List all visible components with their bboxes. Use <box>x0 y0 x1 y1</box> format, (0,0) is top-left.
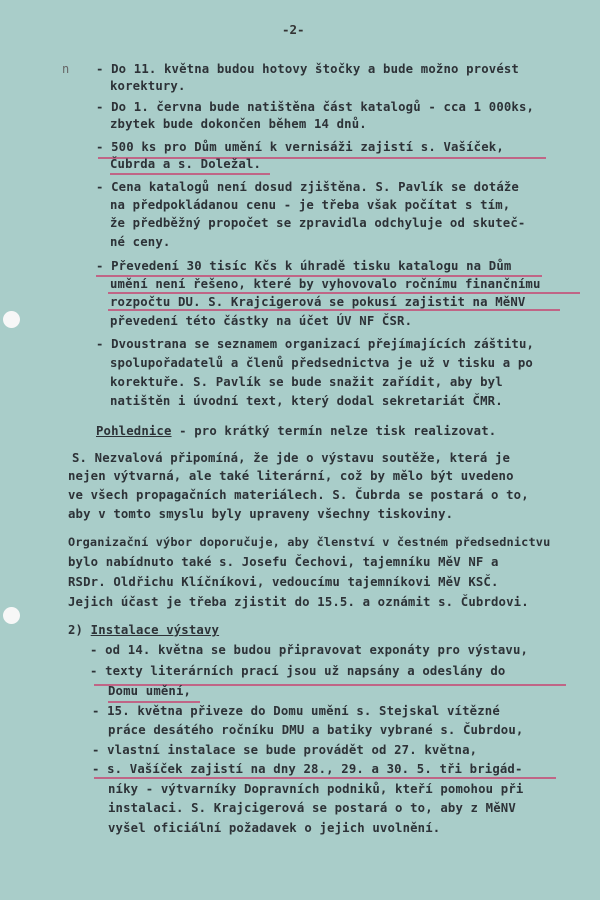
pink-underline <box>108 309 560 311</box>
pink-underline <box>94 777 556 779</box>
text-line: - Převedení 30 tisíc Kčs k úhradě tisku katalogu na Dům <box>96 259 512 273</box>
text-line: korektuře. S. Pavlík se bude snažit zařídit, aby byl <box>110 375 503 389</box>
section-title: Instalace výstavy <box>90 623 220 637</box>
text-line: - Do 1. června bude natištěna část katalogů - cca 1 000ks, <box>96 100 535 114</box>
section-heading-line <box>68 623 219 637</box>
text-line: níky - výtvarníky Dopravních podniků, kteří pomohou při <box>108 782 524 796</box>
postcard-heading-line <box>96 424 496 438</box>
pink-underline <box>108 701 200 703</box>
text-line: na předpokládanou cenu - je třeba však počítat s tím, <box>110 198 511 212</box>
text-line: nejen výtvarná, ale také literární, což by mělo být uvedeno <box>68 469 514 483</box>
text-line: natištěn i úvodní text, který dodal sekretariát ČMR. <box>110 394 503 408</box>
text-line: převedení této částky na účet ÚV NF ČSR. <box>110 314 413 328</box>
text-line: - 500 ks pro Dům umění k vernisáži zajistí s. Vašíček, <box>96 140 504 154</box>
text-line: Domu umění, <box>108 684 192 698</box>
margin-mark: n <box>62 62 70 76</box>
text-line: rozpočtu DU. S. Krajcigerová se pokusí zajistit na MěNV <box>110 295 526 309</box>
text-line: korektury. <box>110 79 186 93</box>
text-line: vyšel oficiální požadavek o jejich uvolnění. <box>108 821 441 835</box>
text-line: - od 14. května se budou připravovat exponáty pro výstavu, <box>90 643 529 657</box>
text-line: RSDr. Oldřichu Klíčníkovi, vedoucímu tajemníkovi MěV KSČ. <box>68 575 499 589</box>
text-line: Čubrda a s. Doležal. <box>110 157 262 171</box>
postcard-text: - pro krátký termín nelze tisk realizovat. <box>171 424 497 438</box>
page-number: -2- <box>282 22 305 37</box>
text-line: - 15. května přiveze do Domu umění s. Stejskal vítězné <box>92 704 500 718</box>
text-line: umění není řešeno, které by vyhovovalo ročnímu finančnímu <box>110 277 541 291</box>
text-line: instalaci. S. Krajcigerová se postará o to, aby z MěNV <box>108 801 516 815</box>
text-line: spolupořadatelů a členů předsednictva je už v tisku a po <box>110 356 533 370</box>
text-line: Jejich účast je třeba zjistit do 15.5. a oznámit s. Čubrdovi. <box>68 595 529 609</box>
punch-hole <box>3 311 20 328</box>
pink-underline <box>110 173 270 175</box>
section-number: 2) <box>68 623 84 637</box>
text-line: aby v tomto smyslu byly upraveny všechny tiskoviny. <box>68 507 454 521</box>
text-line: ve všech propagačních materiálech. S. Čubrda se postará o to, <box>68 488 529 502</box>
postcard-heading: Pohlednice <box>96 424 172 438</box>
punch-hole <box>3 607 20 624</box>
pink-underline <box>108 292 580 294</box>
text-line: bylo nabídnuto také s. Josefu Čechovi, tajemníku MěV NF a <box>68 555 499 569</box>
text-line: S. Nezvalová připomíná, že jde o výstavu soutěže, která je <box>72 451 511 465</box>
text-line: né ceny. <box>110 235 171 249</box>
text-line: - Do 11. května budou hotovy štočky a bude možno provést <box>96 62 519 76</box>
text-line: - s. Vašíček zajistí na dny 28., 29. a 30. 5. tři brigád- <box>92 762 523 776</box>
text-line: - Cena katalogů není dosud zjištěna. S. Pavlík se dotáže <box>96 180 519 194</box>
text-line: - vlastní instalace se bude provádět od 27. května, <box>92 743 478 757</box>
text-line: - Dvoustrana se seznamem organizací přejímajících záštitu, <box>96 337 535 351</box>
text-line: Organizační výbor doporučuje, aby členství v čestném předsednictvu <box>68 535 551 549</box>
text-line: zbytek bude dokončen během 14 dnů. <box>110 117 367 131</box>
text-line: práce desátého ročníku DMU a batiky vybrané s. Čubrdou, <box>108 723 524 737</box>
text-line: - texty literárních prací jsou už napsány a odeslány do <box>90 664 506 678</box>
text-line: že předběžný propočet se zpravidla odchyluje od skuteč- <box>110 216 526 230</box>
